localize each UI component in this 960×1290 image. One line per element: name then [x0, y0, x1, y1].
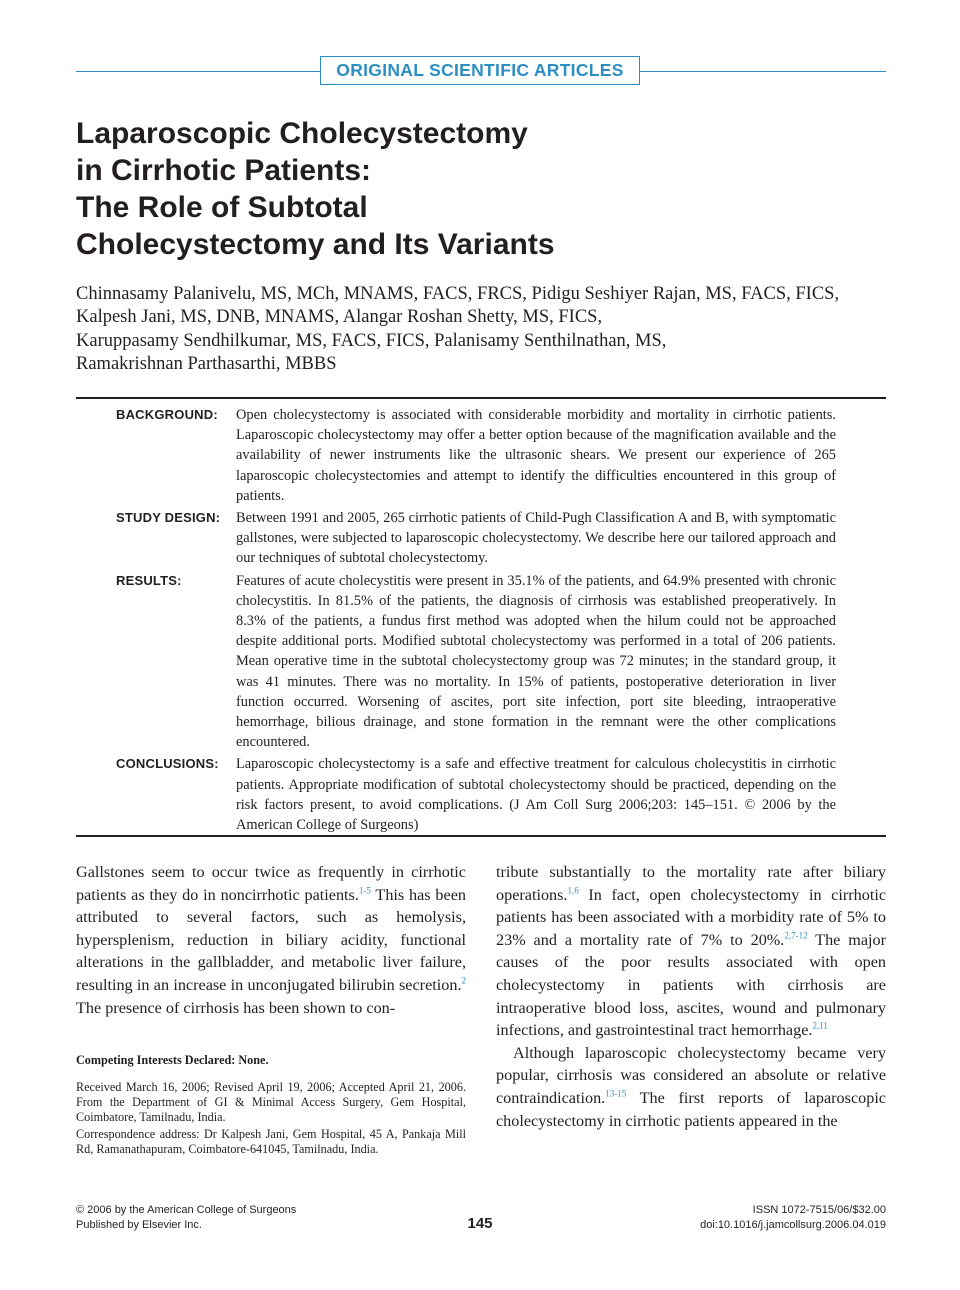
title-line: The Role of Subtotal	[76, 191, 368, 224]
header-rule-right	[640, 71, 886, 72]
abstract-background	[76, 405, 886, 506]
abstract-label: CONCLUSIONS:	[116, 756, 219, 772]
author-list	[76, 283, 886, 376]
abstract-text: Open cholecystectomy is associated with considerable morbidity and mortality in cirrhotic patients. Laparoscopic cholecystectomy may offer a better option because of the magnification available and the availability of newer instruments like the ultrasonic shears. We present our experience of 265 laparoscopic cholecystectomies and attempt to identify the difficulties encountered in this group of patients.	[236, 407, 836, 504]
header-rule-left	[76, 71, 320, 72]
issn-text: ISSN 1072-7515/06/$32.00	[752, 1204, 886, 1216]
author-line: Kalpesh Jani, MS, DNB, MNAMS, Alangar Roshan Shetty, MS, FICS,	[76, 307, 603, 328]
abstract	[76, 405, 886, 837]
abstract-label: BACKGROUND:	[116, 407, 218, 422]
copyright-text: © 2006 by the American College of Surgeons	[76, 1204, 297, 1216]
abstract-label: RESULTS:	[116, 572, 182, 588]
reference-link[interactable]: 2	[461, 975, 466, 986]
abstract-bottom-rule	[76, 835, 886, 837]
body-text: This has been attributed to several factors, such as hemolysis, hypersplenism, reduction in biliary acidity, functional alterations in the gallbladder, and metabolic liver failure, resulting in an increase in unconjugated bilirubin secretion.	[76, 885, 466, 994]
article-title	[76, 115, 696, 263]
title-line: in Cirrhotic Patients:	[76, 154, 372, 187]
abstract-text: Laparoscopic cholecystectomy is a safe and effective treatment for calculous cholecystitis in cirrhotic patients. Appropriate modification of subtotal cholecystectomy should be practiced, depending on the risk factors present, to avoid complications. (J Am Coll Surg 2006;203: 145–151. © 2006 by the American College of Surgeons)	[236, 756, 836, 834]
received-note: Received March 16, 2006; Revised April 19, 2006; Accepted April 21, 2006. From the Department of GI & Minimal Access Surgery, Gem Hospital, Coimbatore, Tamilnadu, India.	[76, 1080, 466, 1125]
body-text: The first reports of laparoscopic cholecystectomy in cirrhotic patients appeared in the	[496, 1088, 886, 1130]
abstract-results	[76, 571, 886, 753]
page-number: 145	[467, 1215, 493, 1232]
body-column-left	[76, 861, 466, 1019]
reference-link[interactable]: 1-5	[358, 885, 371, 896]
abstract-conclusions	[76, 754, 886, 835]
body-paragraph	[496, 1042, 886, 1132]
abstract-text: Between 1991 and 2005, 265 cirrhotic patients of Child-Pugh Classification A and B, with symptomatic gallstones, were subjected to laparoscopic cholecystectomy. We describe here our tailored approach and our techniques of subtotal cholecystectomy.	[236, 510, 836, 567]
section-label: ORIGINAL SCIENTIFIC ARTICLES	[336, 60, 624, 80]
body-text: The major causes of the poor results associated with open cholecystectomy in patients with cirrhosis are intraoperative blood loss, ascites, wound and pulmonary infections, and gastrointestinal tract hemorrhage.	[496, 930, 886, 1040]
correspondence-note: Correspondence address: Dr Kalpesh Jani, Gem Hospital, 45 A, Pankaja Mill Rd, Ramanathapuram, Coimbatore-641045, Tamilnadu, India.	[76, 1127, 466, 1157]
abstract-study-design	[76, 508, 886, 569]
body-text: In fact, open cholecystectomy in cirrhotic patients has been associated with a morbidity rate of 5% to 23% and a mortality rate of 7% to 20%.	[496, 885, 886, 949]
author-line: Chinnasamy Palanivelu, MS, MCh, MNAMS, FACS, FRCS, Pidigu Seshiyer Rajan, MS, FACS, FICS,	[76, 284, 840, 304]
title-line: Laparoscopic Cholecystectomy	[76, 117, 528, 150]
reference-link[interactable]: 2,11	[812, 1020, 828, 1031]
body-text: tribute substantially to the mortality rate after biliary operations.	[496, 863, 886, 904]
body-column-right	[496, 861, 886, 1132]
doi-text[interactable]: doi:10.1016/j.jamcollsurg.2006.04.019	[700, 1219, 886, 1231]
author-line: Ramakrishnan Parthasarthi, MBBS	[76, 353, 337, 374]
reference-link[interactable]: 13-15	[605, 1088, 627, 1099]
body-text: Although laparoscopic cholecystectomy became very popular, cirrhosis was considered an absolute or relative contraindication.	[496, 1043, 886, 1107]
section-banner	[320, 56, 640, 85]
body-paragraph	[496, 861, 886, 1042]
publisher-text: Published by Elsevier Inc.	[76, 1219, 202, 1231]
reference-link[interactable]: 2,7-12	[784, 930, 808, 941]
abstract-top-rule	[76, 397, 886, 399]
footer-right	[700, 1203, 886, 1233]
title-line: Cholecystectomy and Its Variants	[76, 228, 555, 261]
body-text: Gallstones seem to occur twice as frequently in cirrhotic patients as they do in noncirrhotic patients.	[76, 863, 466, 904]
reference-link[interactable]: 1,6	[567, 885, 579, 896]
body-paragraph	[76, 861, 466, 1019]
competing-interests: Competing Interests Declared: None.	[76, 1053, 269, 1067]
author-line: Karuppasamy Sendhilkumar, MS, FACS, FICS, Palanisamy Senthilnathan, MS,	[76, 330, 667, 351]
abstract-label: STUDY DESIGN:	[116, 510, 221, 526]
abstract-text: Features of acute cholecystitis were present in 35.1% of the patients, and 64.9% presented with chronic cholecystitis. In 81.5% of the patients, the diagnosis of cirrhosis was established preoperatively. In 8.3% of the patients, a fundus first method was adopted when the hilum could not be approached despite additional ports. Modified subtotal cholecystectomy was performed in a total of 206 patients. Mean operative time in the subtotal cholecystectomy group was 72 minutes; in the standard group, it was 41 minutes. There was no mortality. In 15% of patients, postoperative deterioration in liver function occurred. Worsening of ascites, port site infection, port site bleeding, intraoperative hemorrhage, bilious drainage, and stone formation in the remnant were the other complications encountered.	[236, 572, 836, 751]
body-text: The presence of cirrhosis has been shown to con-	[76, 998, 396, 1017]
